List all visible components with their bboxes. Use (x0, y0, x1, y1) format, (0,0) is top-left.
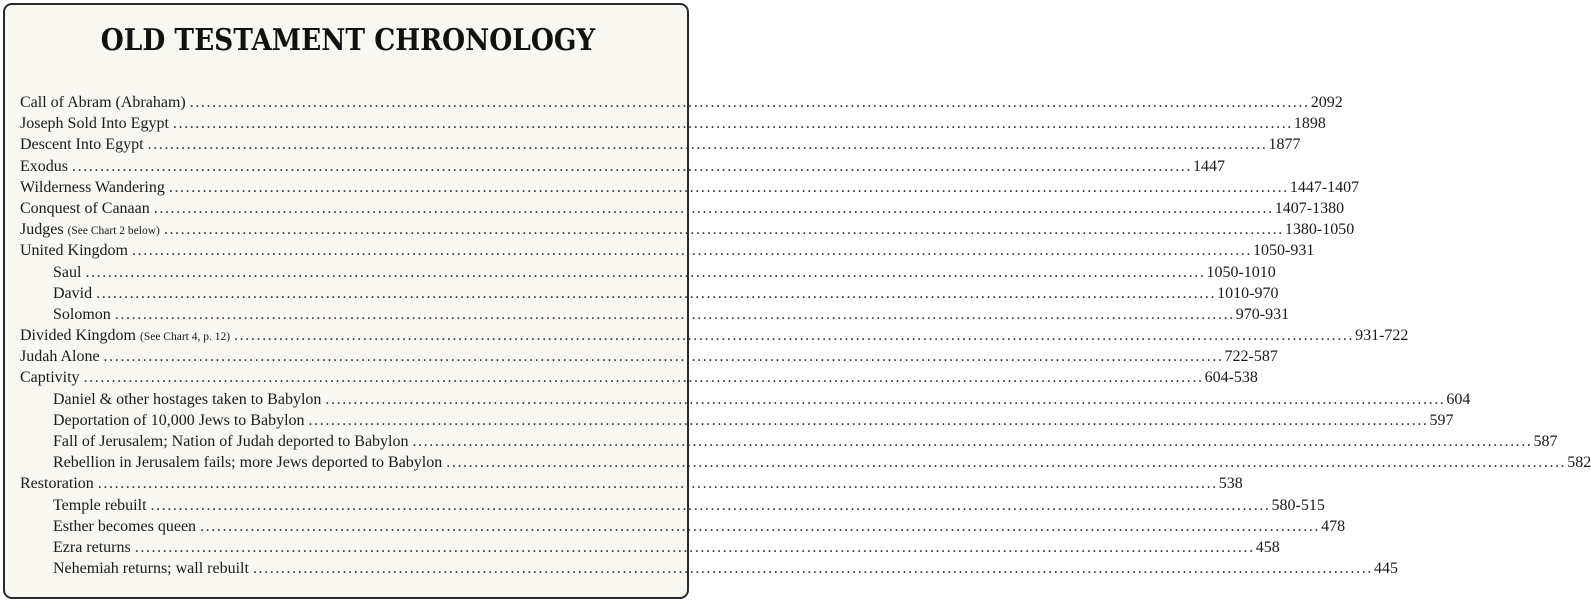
dot-leader: ........................................................................................................................................................................................................ (200, 517, 1321, 535)
entry-date: 1877 (1268, 136, 1301, 154)
entry-label-text: Saul (53, 263, 82, 281)
entry-label (20, 369, 80, 387)
entry-date: 478 (1321, 517, 1346, 535)
entry-label (20, 560, 249, 578)
entry-label-text: Divided Kingdom (20, 327, 136, 345)
list-item (20, 199, 1345, 221)
entry-label-text: Captivity (20, 369, 80, 387)
list-item (20, 538, 1280, 560)
entry-label-text: Temple rebuilt (53, 496, 147, 514)
entry-date: 582 (1567, 454, 1591, 472)
list-item (20, 496, 1325, 518)
dot-leader: ........................................................................................................................................................................................................ (446, 454, 1567, 472)
entry-date: 538 (1218, 475, 1243, 493)
list-item (20, 157, 1225, 179)
list-item (20, 560, 1398, 581)
list-item (20, 348, 1278, 369)
entry-date: 604-538 (1204, 369, 1258, 387)
dot-leader: ........................................................................................................................................................................................................ (85, 263, 1206, 281)
entry-label (20, 327, 230, 345)
entry-label-text: Conquest of Canaan (20, 199, 150, 217)
list-item (20, 94, 1343, 115)
dot-leader: ........................................................................................................................................................................................................ (114, 305, 1235, 323)
entry-label-text: Nehemiah returns; wall rebuilt (53, 560, 249, 578)
entry-date: 1380-1050 (1284, 221, 1355, 239)
dot-leader: ........................................................................................................................................................................................................ (153, 199, 1274, 217)
list-item (20, 178, 1360, 200)
entry-date: 1010-970 (1217, 284, 1279, 302)
entry-date: 604 (1446, 390, 1471, 408)
entry-label-text: United Kingdom (20, 242, 128, 260)
dot-leader: ........................................................................................................................................................................................................ (189, 94, 1310, 111)
list-item (20, 369, 1258, 390)
dot-leader: ........................................................................................................................................................................................................ (308, 411, 1429, 429)
entry-label-text: David (53, 284, 93, 302)
entry-date: 970-931 (1235, 305, 1290, 323)
entry-date: 1898 (1293, 115, 1326, 133)
entry-date: 587 (1533, 433, 1558, 450)
list-item (20, 305, 1290, 327)
entry-label (20, 242, 128, 260)
entry-date: 597 (1429, 411, 1454, 429)
entry-note: (See Chart 2 below) (67, 225, 160, 238)
entry-label (20, 539, 131, 557)
entry-label (20, 158, 68, 176)
list-item (20, 284, 1279, 306)
entry-label (20, 412, 305, 430)
chronology-panel (3, 3, 1591, 599)
dot-leader: ........................................................................................................................................................................................................ (163, 221, 1284, 239)
entry-label (20, 115, 169, 133)
list-item (20, 433, 1558, 454)
entry-label (20, 475, 94, 493)
dot-leader: ........................................................................................................................................................................................................ (97, 475, 1218, 493)
entry-date: 1050-1010 (1206, 263, 1276, 281)
chronology-list (20, 94, 1591, 581)
entry-label-text: Joseph Sold Into Egypt (20, 115, 169, 133)
dot-leader: ........................................................................................................................................................................................................ (147, 136, 1268, 154)
list-item (20, 263, 1276, 285)
list-item (20, 115, 1326, 136)
entry-label (20, 285, 92, 303)
entry-date: 445 (1373, 560, 1398, 578)
dot-leader: ........................................................................................................................................................................................................ (150, 496, 1271, 514)
entry-label (20, 221, 160, 239)
entry-date: 722-587 (1224, 348, 1278, 366)
dot-leader: ........................................................................................................................................................................................................ (134, 538, 1255, 556)
dot-leader: ........................................................................................................................................................................................................ (412, 433, 1533, 450)
dot-leader: ........................................................................................................................................................................................................ (132, 242, 1252, 260)
entry-date: 931-722 (1355, 327, 1409, 345)
list-item (20, 475, 1243, 496)
entry-label (20, 94, 186, 112)
dot-leader: ........................................................................................................................................................................................................ (325, 390, 1446, 408)
entry-date: 458 (1255, 538, 1280, 556)
entry-label (20, 306, 111, 324)
entry-label-text: Fall of Jerusalem; Nation of Judah deported to Babylon (53, 433, 409, 450)
entry-label (20, 264, 81, 282)
entry-label (20, 518, 196, 536)
entry-label-text: Rebellion in Jerusalem fails; more Jews deported to Babylon (53, 454, 443, 472)
page-title: OLD TESTAMENT CHRONOLOGY (100, 23, 596, 58)
entry-label-text: Esther becomes queen (53, 517, 197, 535)
entry-label (20, 348, 100, 366)
entry-label-text: Wilderness Wandering (20, 178, 165, 196)
dot-leader: ........................................................................................................................................................................................................ (252, 560, 1373, 578)
entry-label (20, 433, 408, 451)
entry-label-text: Descent Into Egypt (20, 136, 144, 154)
dot-leader: ........................................................................................................................................................................................................ (234, 327, 1355, 345)
entry-label (20, 391, 321, 409)
entry-date: 1407-1380 (1274, 199, 1345, 217)
dot-leader: ........................................................................................................................................................................................................ (96, 284, 1217, 302)
entry-date: 2092 (1310, 94, 1343, 111)
list-item (20, 390, 1471, 412)
entry-label-text: Daniel & other hostages taken to Babylon (53, 390, 322, 408)
entry-label-text: Ezra returns (53, 538, 131, 556)
entry-date: 580-515 (1271, 496, 1325, 514)
dot-leader: ........................................................................................................................................................................................................ (72, 157, 1192, 175)
list-item (20, 411, 1454, 433)
entry-label-text: Deportation of 10,000 Jews to Babylon (53, 411, 305, 429)
entry-label (20, 200, 150, 218)
dot-leader: ........................................................................................................................................................................................................ (103, 348, 1224, 366)
list-item (20, 327, 1409, 348)
list-item (20, 454, 1591, 475)
entry-label-text: Judah Alone (20, 348, 100, 366)
entry-label-text: Call of Abram (Abraham) (20, 94, 186, 111)
entry-label (20, 136, 144, 154)
dot-leader: ........................................................................................................................................................................................................ (172, 115, 1293, 133)
list-item (20, 136, 1301, 157)
dot-leader: ........................................................................................................................................................................................................ (83, 369, 1204, 387)
entry-label (20, 179, 165, 197)
entry-label (20, 454, 442, 472)
list-item (20, 221, 1355, 242)
entry-label-text: Exodus (20, 157, 68, 175)
entry-label-text: Solomon (53, 305, 111, 323)
entry-label-text: Judges (20, 221, 64, 239)
entry-date: 1050-931 (1253, 242, 1315, 260)
list-item (20, 242, 1315, 263)
entry-label-text: Restoration (20, 475, 94, 493)
entry-date: 1447 (1193, 157, 1225, 175)
entry-date: 1447-1407 (1289, 178, 1360, 196)
entry-note: (See Chart 4, p. 12) (140, 331, 231, 344)
entry-label (20, 497, 147, 515)
list-item (20, 517, 1346, 539)
dot-leader: ........................................................................................................................................................................................................ (168, 178, 1289, 196)
